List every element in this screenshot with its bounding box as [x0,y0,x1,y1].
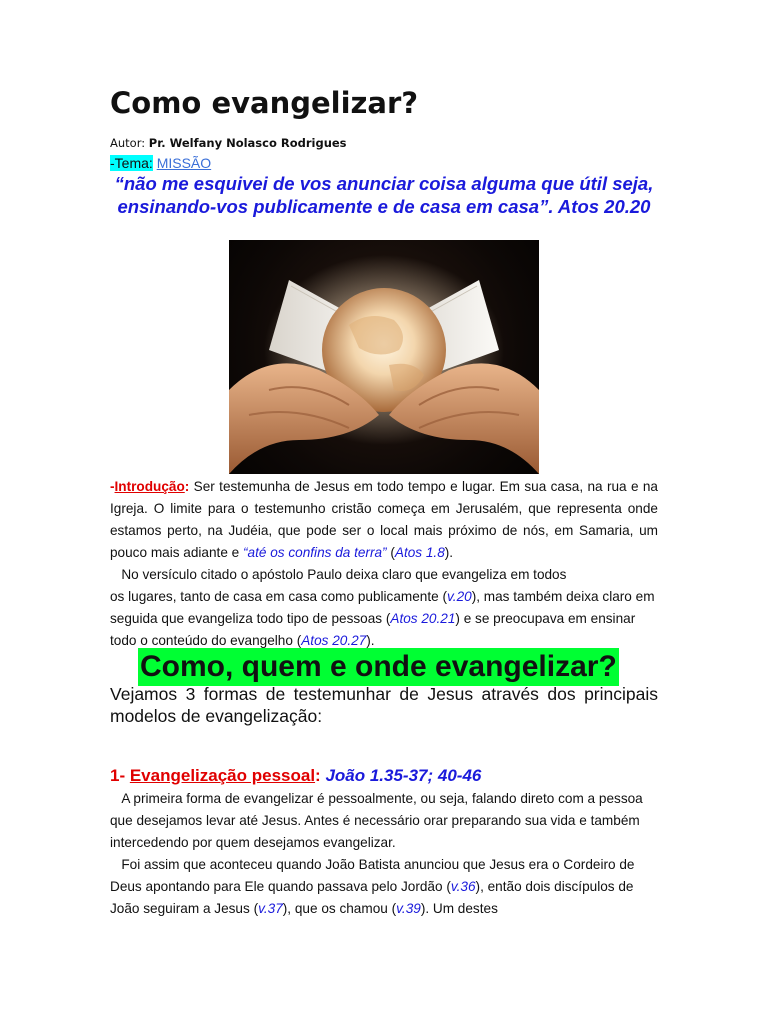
section-heading: Como, quem e onde evangelizar? [138,648,619,686]
p4-ref-3: v.39 [396,901,421,916]
author-label: Autor: [110,136,149,150]
p4-ref-2: v.37 [258,901,283,916]
hands-globe-image [229,240,539,474]
intro-dash: - [110,479,115,494]
intro-ref-2: Atos 1.8 [394,545,445,560]
section-1-number: 1- [110,766,130,785]
tema-label: -Tema: [110,155,153,171]
p4-text-4: ). Um destes [420,901,498,916]
section-1-heading [110,765,481,787]
intro-text-3: ). [444,545,454,560]
intro-label: Introdução [114,479,185,494]
p4-text-2: ), então dois discípulos de João seguiram a Jesus ( [110,879,638,916]
author-line [110,136,347,150]
section-1-colon: : [315,766,321,785]
p4-ref-1: v.36 [450,879,476,894]
paragraph-2 [110,564,658,652]
p2-text-3: ), mas também deixa claro em seguida que evangeliza todo tipo de pessoas ( [110,589,655,626]
p2-text-5: ). [366,633,375,648]
tema-line [110,155,211,171]
p2-ref-2: Atos 20.21 [390,611,456,626]
bible-quote: “não me esquivei de vos anunciar coisa alguma que útil seja, ensinando-vos publicamente e de casa em casa”. Atos 20.20 [114,173,654,217]
p2-text-4: ) e se preocupava em ensinar todo o conteúdo do evangelho ( [110,611,636,648]
paragraph-4 [110,854,658,920]
p4-text-3: ), que os chamou ( [282,901,397,916]
p2-text-2: os lugares, tanto de casa em casa como publicamente ( [110,589,448,604]
paragraph-3: A primeira forma de evangelizar é pessoalmente, ou seja, falando direto com a pessoa que desejamos levar até Jesus. Antes é necessário orar preparando sua vida e também intercedendo por quem desejamos evangelizar. [110,791,647,850]
intro-colon: : [184,479,190,494]
forms-intro: Vejamos 3 formas de testemunhar de Jesus através dos principais modelos de evangelização: [110,684,658,726]
intro-ref-1: “até os confins da terra” [243,545,387,560]
intro-text-1: Ser testemunha de Jesus em todo tempo e lugar. Em sua casa, na rua e na Igreja. O limite para o testemunho cristão começa em Jerusalém, que representa onde estamos perto, na Judéia, que pode ser o local mais próximo de nós, em Samaria, um pouco mais adiante e [110,479,658,560]
p2-ref-1: v.20 [447,589,472,604]
page-title: Como evangelizar? [110,86,419,120]
tema-link[interactable]: MISSÃO [156,155,212,171]
p4-text-1: Foi assim que aconteceu quando João Batista anunciou que Jesus era o Cordeiro de Deus apontando para Ele quando passava pelo Jordão ( [110,857,639,894]
p2-text-1: No versículo citado o apóstolo Paulo deixa claro que evangeliza em todos [110,567,567,582]
hands-holding-globe-and-bible-icon [229,240,539,474]
section-1-title: Evangelização pessoal [129,766,316,785]
intro-text-2: ( [386,545,395,560]
author-name: Pr. Welfany Nolasco Rodrigues [148,136,347,150]
intro-paragraph [110,476,658,564]
section-1-ref: João 1.35-37; 40-46 [320,766,482,785]
p2-ref-3: Atos 20.27 [301,633,367,648]
